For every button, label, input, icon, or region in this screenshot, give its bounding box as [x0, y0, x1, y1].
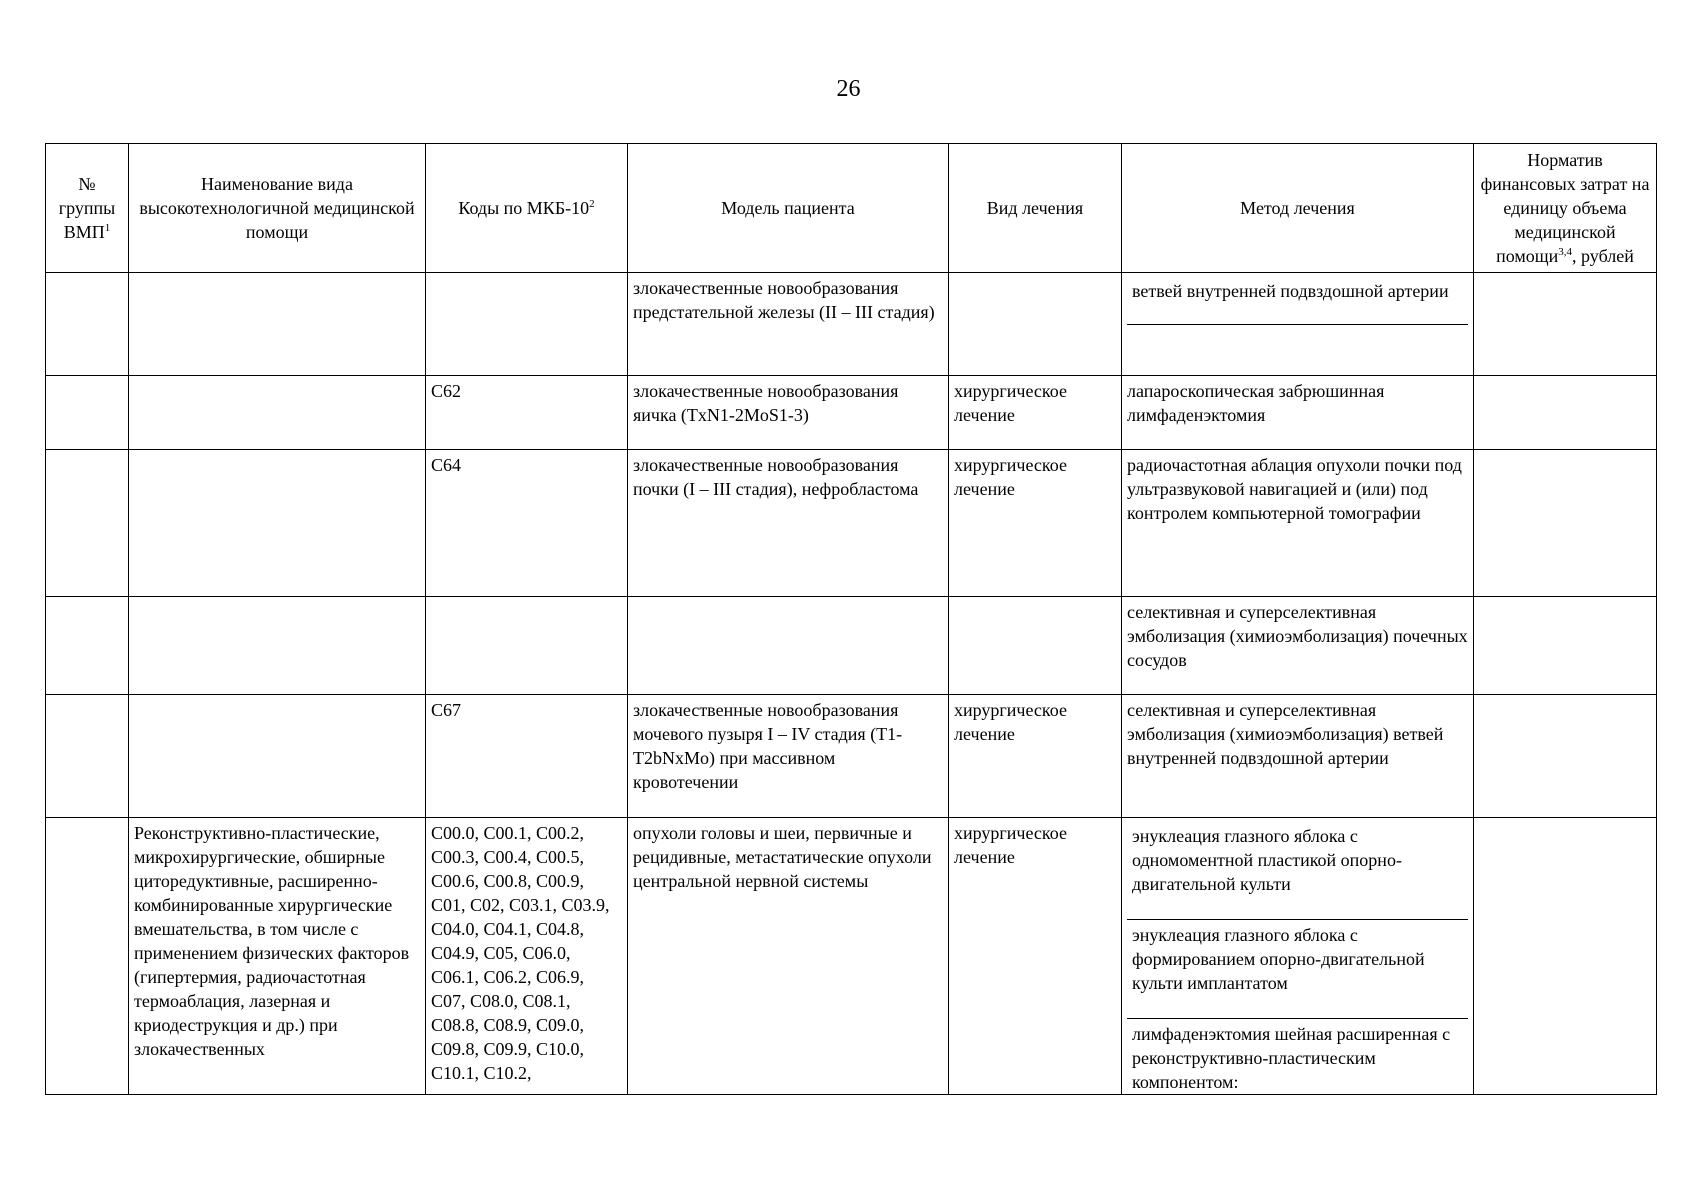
treatment-method-entry: ветвей внутренней подвздошной артерии — [1132, 281, 1449, 301]
care-type-text: Реконструктивно-пластические, микрохирургические, обширные циторедуктивные, расширенно-комбинированные хирургические вмешательства, в том числе с применением физических факторов (гипертермия, радиочастотная термоаблация, лазерная и криодеструкция и др.) при злокачественных — [134, 823, 410, 1059]
treatment-method-entry: энуклеация глазного яблока с одномоментной пластикой опорно-двигательной культи — [1132, 826, 1402, 894]
treatment-type-cell: хирургическое лечение — [949, 695, 1122, 818]
treatment-type-cell: хирургическое лечение — [949, 376, 1122, 450]
cost-norm-cell — [1474, 273, 1657, 376]
treatment-method-entry: лимфаденэктомия шейная расширенная с реконструктивно-пластическим компонентом: — [1127, 1018, 1468, 1091]
treatment-type-cell — [949, 273, 1122, 376]
icd-codes-cell — [426, 597, 628, 695]
header-treatment-method: Метод лечения — [1122, 144, 1474, 273]
group-number-cell — [46, 273, 129, 376]
header-patient-model: Модель пациента — [628, 144, 949, 273]
table-row — [46, 450, 1657, 597]
treatment-type-cell — [949, 597, 1122, 695]
patient-model-cell: опухоли головы и шеи, первичные и рецидивные, метастатические опухоли центральной нервной системы — [628, 818, 949, 1095]
icd-codes-cell: C67 — [426, 695, 628, 818]
header-care-type: Наименование вида высокотехнологичной медицинской помощи — [129, 144, 426, 273]
group-number-cell — [46, 695, 129, 818]
table-row — [46, 597, 1657, 695]
treatment-method-cell: радиочастотная аблация опухоли почки под ультразвуковой навигацией и (или) под контролем компьютерной томографии — [1122, 450, 1474, 597]
care-type-cell — [129, 695, 426, 818]
care-type-cell — [129, 450, 426, 597]
page-number: 26 — [836, 76, 861, 102]
group-number-cell — [46, 818, 129, 1095]
icd-codes-cell: C64 — [426, 450, 628, 597]
care-type-cell — [129, 376, 426, 450]
cost-norm-cell — [1474, 818, 1657, 1095]
header-group-number: № группы ВМП$^1$ — [46, 144, 129, 273]
treatment-method-cell — [1122, 818, 1474, 1095]
patient-model-cell: злокачественные новообразования яичка (TxN1-2MoS1-3) — [628, 376, 949, 450]
cost-norm-cell — [1474, 376, 1657, 450]
patient-model-cell: злокачественные новообразования мочевого пузыря I – IV стадия (T1-T2bNxMo) при массивном кровотечении — [628, 695, 949, 818]
cost-norm-cell — [1474, 597, 1657, 695]
group-number-cell — [46, 597, 129, 695]
treatment-type-cell: хирургическое лечение — [949, 450, 1122, 597]
cost-norm-cell — [1474, 450, 1657, 597]
cost-norm-cell — [1474, 695, 1657, 818]
treatment-method-cell — [1122, 273, 1474, 376]
treatment-method-cell: селективная и суперселективная эмболизация (химиоэмболизация) почечных сосудов — [1122, 597, 1474, 695]
treatment-method-entry: энуклеация глазного яблока с формированием опорно-двигательной культи имплантатом — [1127, 919, 1468, 1018]
treatment-method-entry — [1127, 324, 1468, 372]
treatment-method-cell: лапароскопическая забрюшинная лимфаденэктомия — [1122, 376, 1474, 450]
header-icd-codes: Коды по МКБ-$10^2$ — [426, 144, 628, 273]
group-number-cell — [46, 376, 129, 450]
patient-model-cell: злокачественные новообразования предстательной железы (II – III стадия) — [628, 273, 949, 376]
icd-codes-cell — [426, 818, 628, 1095]
table-row — [46, 376, 1657, 450]
icd-codes-text: C00.0, C00.1, C00.2, C00.3, C00.4, C00.5, C00.6, C00.8, C00.9, C01, C02, C03.1, C03.9, C04.0, C04.1, C04.8, C04.9, C05, C06.0, C06.1, C06.2, C06.9, C07, C08.0, C08.1, C08.8, C08.9, C09.0, C09.8, C09.9, C10.0, C10.1, C10.2, — [431, 823, 610, 1083]
table-header-row — [46, 144, 1657, 273]
patient-model-cell: злокачественные новообразования почки (I – III стадия), нефробластома — [628, 450, 949, 597]
table-row — [46, 818, 1657, 1095]
header-cost-norm: Норматив финансовых затрат на единицу объема медицинской помощи$^{3,4}$, рублей — [1474, 144, 1657, 273]
group-number-cell — [46, 450, 129, 597]
treatment-method-cell: селективная и суперселективная эмболизация (химиоэмболизация) ветвей внутренней подвздошной артерии — [1122, 695, 1474, 818]
care-type-cell — [129, 597, 426, 695]
icd-codes-cell — [426, 273, 628, 376]
care-type-cell — [129, 818, 426, 1095]
table-row — [46, 695, 1657, 818]
patient-model-cell — [628, 597, 949, 695]
vmp-table — [45, 143, 1657, 1095]
table-row — [46, 273, 1657, 376]
care-type-cell — [129, 273, 426, 376]
treatment-type-cell: хирургическое лечение — [949, 818, 1122, 1095]
icd-codes-cell: C62 — [426, 376, 628, 450]
header-treatment-type: Вид лечения — [949, 144, 1122, 273]
